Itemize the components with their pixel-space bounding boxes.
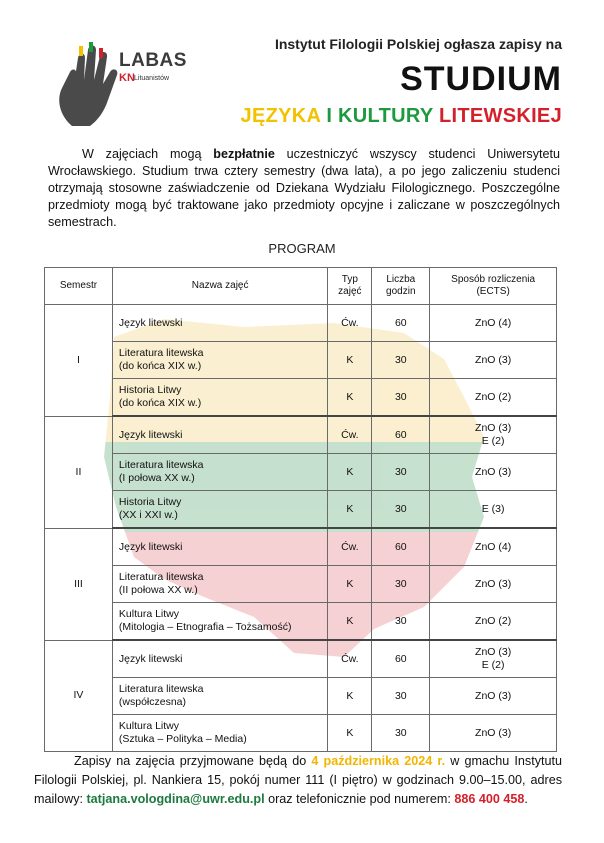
course-ects: ZnO (3) [430,715,557,752]
table-row [45,379,557,417]
course-type: Ćw. [328,528,372,566]
course-hours: 60 [372,528,430,566]
page-title: STUDIUM [400,60,562,98]
table-row [45,715,557,752]
table-row [45,678,557,715]
header-godziny: Liczba godzin [372,268,430,305]
program-table [44,267,557,752]
course-ects: ZnO (3) [430,566,557,603]
course-name: Historia Litwy (XX i XXI w.) [112,491,327,529]
semester-label: III [45,528,113,640]
program-heading: PROGRAM [268,241,336,256]
semester-label: I [45,305,113,417]
course-name: Literatura litewska (współczesna) [112,678,327,715]
header-ects: Sposób rozliczenia (ECTS) [430,268,557,305]
course-hours: 30 [372,678,430,715]
table-row [45,305,557,342]
logo-name: LABAS [119,50,187,71]
course-name: Literatura litewska (II połowa XX w.) [112,566,327,603]
table-row [45,342,557,379]
course-type: K [328,603,372,641]
course-hours: 60 [372,416,430,454]
course-ects: ZnO (3) [430,454,557,491]
course-name: Język litewski [112,640,327,678]
course-name: Język litewski [112,416,327,454]
footer-text-4: . [524,792,528,806]
course-ects: E (3) [430,491,557,529]
course-ects: ZnO (3) E (2) [430,416,557,454]
contact-phone[interactable]: 886 400 458 [454,792,525,806]
course-name: Historia Litwy (do końca XIX w.) [112,379,327,417]
course-hours: 30 [372,491,430,529]
course-name: Literatura litewska (do końca XIX w.) [112,342,327,379]
course-type: Ćw. [328,640,372,678]
table-row [45,603,557,641]
subtitle-part-3: LITEWSKIEJ [438,105,562,127]
course-name: Język litewski [112,528,327,566]
course-hours: 30 [372,715,430,752]
announcement-line: Instytut Filologii Polskiej ogłasza zapisy na [274,36,562,52]
header-semestr: Semestr [45,268,113,305]
course-hours: 30 [372,566,430,603]
intro-text-2: uczestniczyć wszyscy studenci Uniwersytetu Wrocławskiego. Studium trwa cztery semestry (dwa lata), a po jego zaliczeniu studenci otrzymają stosowne zaświadczenie od Dziekana Wydziału Filologicznego. Poszczególne przedmioty mogą być traktowane jako przedmioty opcyjne i zaliczane w poszczególnych semestrach. [48,147,560,229]
footer-text-1: Zapisy na zajęcia przyjmowane będą do [74,754,312,768]
course-hours: 30 [372,603,430,641]
course-ects: ZnO (3) E (2) [430,640,557,678]
course-type: K [328,491,372,529]
logo-subtitle: Lituanistów [134,75,170,82]
table-row [45,566,557,603]
course-hours: 60 [372,640,430,678]
course-hours: 30 [372,379,430,417]
contact-email-link[interactable]: tatjana.vologdina@uwr.edu.pl [86,792,265,806]
table-row [45,640,557,678]
table-row [45,454,557,491]
course-ects: ZnO (4) [430,305,557,342]
table-row [45,491,557,529]
course-hours: 30 [372,342,430,379]
course-type: K [328,566,372,603]
course-type: Ćw. [328,416,372,454]
course-type: Ćw. [328,305,372,342]
course-type: K [328,715,372,752]
course-hours: 60 [372,305,430,342]
table-row [45,416,557,454]
logo-kn: KN [119,72,135,84]
course-ects: ZnO (2) [430,603,557,641]
course-type: K [328,342,372,379]
intro-text-1: W zajęciach mogą [82,147,214,161]
table-header-row [45,268,557,305]
table-row [45,528,557,566]
footer-paragraph [34,752,562,809]
course-name: Kultura Litwy (Sztuka – Polityka – Media) [112,715,327,752]
course-ects: ZnO (2) [430,379,557,417]
page-subtitle [241,105,562,128]
course-ects: ZnO (3) [430,342,557,379]
intro-bold: bezpłatnie [213,147,275,161]
footer-text-2: w gmachu Instytutu Filologii Polskiej, pl. Nankiera 15, pokój numer 111 (I piętro) w godzinach 9.00–15.00, adres mailowy: [34,754,563,806]
semester-label: II [45,416,113,528]
course-ects: ZnO (3) [430,678,557,715]
course-name: Literatura litewska (I połowa XX w.) [112,454,327,491]
course-hours: 30 [372,454,430,491]
header-typ: Typ zajęć [328,268,372,305]
footer-text-3: oraz telefonicznie pod numerem: [264,792,455,806]
course-type: K [328,454,372,491]
course-name: Język litewski [112,305,327,342]
semester-label: IV [45,640,113,752]
subtitle-part-1: JĘZYKA [240,105,321,127]
course-ects: ZnO (4) [430,528,557,566]
course-name: Kultura Litwy (Mitologia – Etnografia – Tożsamość) [112,603,327,641]
course-type: K [328,379,372,417]
course-type: K [328,678,372,715]
deadline-date: 4 października 2024 r. [311,754,446,768]
header-nazwa: Nazwa zajęć [112,268,327,305]
intro-paragraph [48,146,560,231]
subtitle-part-2: I KULTURY [326,105,434,127]
program-table-container [44,267,557,745]
